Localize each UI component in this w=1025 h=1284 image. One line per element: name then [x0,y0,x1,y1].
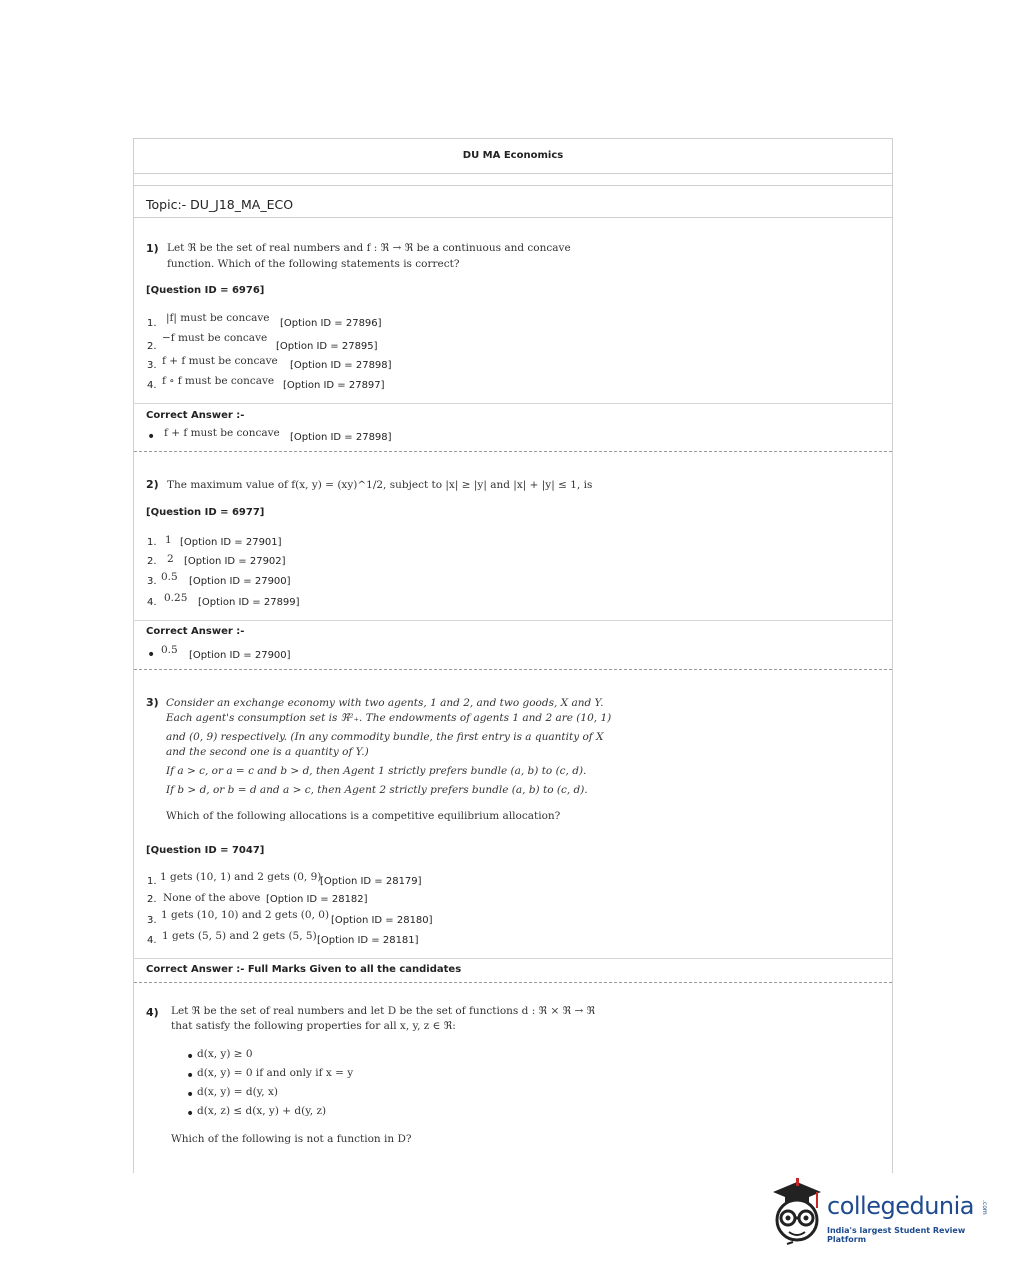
option-text: 1 gets (10, 1) and 2 gets (0, 9) [160,871,322,883]
option-text: 2 [167,553,174,565]
question-text: Which of the following allocations is a competitive equilibrium allocation? [166,810,561,822]
question-separator [134,451,892,452]
correct-answer-label: Correct Answer :- [146,626,245,637]
page-header-title: DU MA Economics [134,139,892,174]
brand-name: collegedunia [827,1192,975,1220]
option-id: [Option ID = 27897] [283,380,385,391]
option-id: [Option ID = 27895] [276,341,378,352]
correct-answer-text: 0.5 [161,644,178,656]
correct-answer-text: f + f must be concave [164,427,280,439]
collegedunia-logo[interactable] [767,1178,993,1248]
option-number: 1. [147,537,157,548]
option-id: [Option ID = 27896] [280,318,382,329]
option-text: 1 gets (10, 10) and 2 gets (0, 0) [161,909,330,921]
question-id: [Question ID = 6976] [146,285,265,296]
property-item: d(x, y) ≥ 0 [197,1048,253,1060]
question-text: Let ℜ be the set of real numbers and let D be the set of functions d : ℜ × ℜ → ℜ [171,1005,596,1017]
mascot-icon [767,1178,825,1248]
correct-answer-option-id: [Option ID = 27898] [290,432,392,443]
question-id: [Question ID = 7047] [146,845,265,856]
topic-divider [134,217,892,218]
option-number: 2. [147,894,157,905]
bullet-icon: • [147,429,156,445]
option-text: −f must be concave [162,332,268,344]
brand-suffix: .com [981,1200,988,1215]
option-id: [Option ID = 28179] [320,876,422,887]
option-number: 4. [147,935,157,946]
property-item: d(x, y) = 0 if and only if x = y [197,1067,354,1079]
option-text: 1 gets (5, 5) and 2 gets (5, 5) [162,930,317,942]
question-text: If a > c, or a = c and b > d, then Agent 1 strictly prefers bundle (a, b) to (c, d). [166,765,587,777]
question-number: 2) [146,478,159,491]
document-page [133,138,893,1173]
option-text: f ∘ f must be concave [162,375,275,387]
question-text: Each agent's consumption set is ℜ²₊. The endowments of agents 1 and 2 are (10, 1) [166,712,612,724]
option-text: 0.5 [161,571,178,583]
question-id: [Question ID = 6977] [146,507,265,518]
correct-answer-label: Correct Answer :- [146,410,245,421]
option-id: [Option ID = 27902] [184,556,286,567]
option-number: 1. [147,318,157,329]
option-id: [Option ID = 27900] [189,576,291,587]
option-text: 1 [165,534,172,546]
option-text: None of the above [163,892,261,904]
question-text: The maximum value of f(x, y) = (xy)^1/2, subject to |x| ≥ |y| and |x| + |y| ≤ 1, is [167,479,593,491]
section-divider [134,620,892,621]
question-number: 1) [146,242,159,255]
option-number: 3. [147,360,157,371]
option-id: [Option ID = 27898] [290,360,392,371]
bullet-icon: • [147,647,156,663]
bullet-icon: • [186,1049,195,1065]
property-item: d(x, z) ≤ d(x, y) + d(y, z) [197,1105,327,1117]
section-divider [134,403,892,404]
bullet-icon: • [186,1087,195,1103]
question-number: 3) [146,696,159,709]
option-number: 4. [147,597,157,608]
option-number: 4. [147,380,157,391]
option-text: f + f must be concave [162,355,278,367]
option-id: [Option ID = 28182] [266,894,368,905]
question-separator [134,982,892,983]
option-id: [Option ID = 27901] [180,537,282,548]
header-divider [134,185,892,186]
option-text: 0.25 [164,592,188,604]
option-number: 3. [147,915,157,926]
topic-label: Topic:- DU_J18_MA_ECO [146,197,294,212]
correct-answer-label: Correct Answer :- Full Marks Given to all the candidates [146,964,462,975]
question-text: and (0, 9) respectively. (In any commodity bundle, the first entry is a quantity of X [166,731,604,743]
question-number: 4) [146,1006,159,1019]
option-number: 1. [147,876,157,887]
option-text: |f| must be concave [166,312,270,324]
property-item: d(x, y) = d(y, x) [197,1086,278,1098]
brand-tagline: India's largest Student Review Platform [827,1226,966,1244]
question-text: If b > d, or b = d and a > c, then Agent 2 strictly prefers bundle (a, b) to (c, d). [166,784,588,796]
option-number: 2. [147,341,157,352]
option-number: 2. [147,556,157,567]
question-text: Let ℜ be the set of real numbers and f : ℜ → ℜ be a continuous and concave [167,242,571,254]
question-text: function. Which of the following statements is correct? [167,258,460,270]
question-text: that satisfy the following properties for all x, y, z ∈ ℜ: [171,1020,456,1032]
correct-answer-option-id: [Option ID = 27900] [189,650,291,661]
question-text: and the second one is a quantity of Y.) [166,746,369,758]
question-text: Consider an exchange economy with two agents, 1 and 2, and two goods, X and Y. [166,697,604,709]
option-number: 3. [147,576,157,587]
option-id: [Option ID = 28180] [331,915,433,926]
option-id: [Option ID = 28181] [317,935,419,946]
bullet-icon: • [186,1106,195,1122]
section-divider [134,958,892,959]
question-text: Which of the following is not a function in D? [171,1133,412,1145]
bullet-icon: • [186,1068,195,1084]
option-id: [Option ID = 27899] [198,597,300,608]
question-separator [134,669,892,670]
